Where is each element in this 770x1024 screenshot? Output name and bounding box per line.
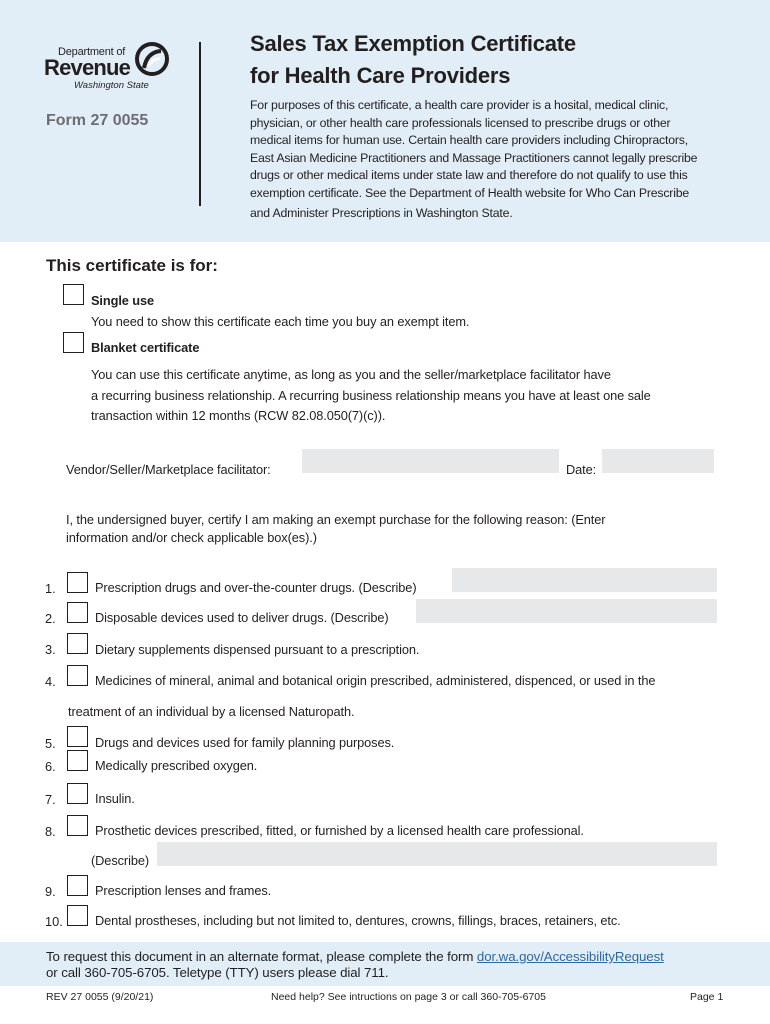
reason-number: 9. <box>45 884 56 899</box>
logo-state-text: Washington State <box>74 80 149 91</box>
reason-number: 8. <box>45 824 56 839</box>
blanket-description-line: transaction within 12 months (RCW 82.08.050(7)(c)). <box>91 408 386 423</box>
certificate-for-heading: This certificate is for: <box>46 256 218 275</box>
intro-line: exemption certificate. See the Department of Health website for Who Can Prescribe <box>250 185 690 200</box>
accessibility-request-link[interactable]: dor.wa.gov/AccessibilityRequest <box>476 949 664 964</box>
reason-number: 1. <box>45 581 56 596</box>
reason-4-text-cont: treatment of an individual by a licensed Naturopath. <box>68 704 355 719</box>
reason-number: 5. <box>45 736 56 751</box>
intro-line: drugs or other medical items under state law and therefore do not qualify to use this <box>250 168 688 182</box>
reason-2-checkbox[interactable] <box>67 602 88 623</box>
alternate-format-text: To request this document in an alternate format, please complete the form <box>46 949 477 964</box>
vendor-label: Vendor/Seller/Marketplace facilitator: <box>66 462 271 477</box>
logo-swirl-icon <box>135 42 169 76</box>
dor-logo <box>44 40 174 94</box>
blanket-description-line: You can use this certificate anytime, as long as you and the seller/marketplace facilitator have <box>91 367 611 382</box>
title-line-1: Sales Tax Exemption Certificate <box>250 31 576 56</box>
reason-number: 4. <box>45 674 56 689</box>
reason-8-describe-input[interactable] <box>157 842 717 866</box>
blanket-description-line: a recurring business relationship. A recurring business relationship means you have at least one sale <box>91 388 651 403</box>
reason-4-checkbox[interactable] <box>67 665 88 686</box>
reason-8-describe-label: (Describe) <box>91 853 150 868</box>
logo-dept-text: Department of <box>58 46 126 58</box>
reason-3-checkbox[interactable] <box>67 633 88 654</box>
revision-code: REV 27 0055 (9/20/21) <box>46 991 154 1003</box>
single-use-description: You need to show this certificate each time you buy an exempt item. <box>91 314 470 329</box>
blanket-certificate-checkbox[interactable] <box>63 332 84 353</box>
reason-1-text: Prescription drugs and over-the-counter drugs. (Describe) <box>95 580 417 595</box>
reason-9-checkbox[interactable] <box>67 875 88 896</box>
date-label: Date: <box>566 462 597 477</box>
reason-6-text: Medically prescribed oxygen. <box>95 758 258 773</box>
reason-2-text: Disposable devices used to deliver drugs. (Describe) <box>95 610 389 625</box>
reason-number: 10. <box>45 914 63 929</box>
intro-line: For purposes of this certificate, a health care provider is a hosital, medical clinic, <box>250 98 669 112</box>
certify-line: I, the undersigned buyer, certify I am making an exempt purchase for the following reason: (Enter <box>66 512 606 527</box>
alternate-format-note <box>46 949 664 981</box>
intro-line: medical items for human use. Certain health care providers including Chiropractors, <box>250 133 688 147</box>
page-title <box>250 28 576 92</box>
vendor-input[interactable] <box>302 449 559 473</box>
alternate-format-phone: or call 360-705-6705. Teletype (TTY) users please dial 711. <box>46 965 389 980</box>
help-text: Need help? See intructions on page 3 or call 360-705-6705 <box>271 991 546 1003</box>
header-divider <box>199 42 201 206</box>
title-line-2: for Health Care Providers <box>250 63 511 88</box>
reason-2-describe-input[interactable] <box>416 599 717 623</box>
reason-7-checkbox[interactable] <box>67 783 88 804</box>
reason-10-checkbox[interactable] <box>67 905 88 926</box>
intro-line: physician, or other health care professionals licensed to prescribe drugs or other <box>250 115 671 130</box>
reason-number: 6. <box>45 759 56 774</box>
reason-number: 2. <box>45 611 56 626</box>
reason-9-text: Prescription lenses and frames. <box>95 883 272 898</box>
reason-number: 3. <box>45 642 56 657</box>
page-number: Page 1 <box>690 991 724 1003</box>
intro-line: and Administer Prescriptions in Washington State. <box>250 206 513 220</box>
reason-5-checkbox[interactable] <box>67 726 88 747</box>
reason-1-describe-input[interactable] <box>452 568 717 592</box>
blanket-certificate-label: Blanket certificate <box>91 340 200 355</box>
certify-line: information and/or check applicable box(es).) <box>66 530 317 545</box>
reason-4-text: Medicines of mineral, animal and botanical origin prescribed, administered, dispenced, or used in the <box>95 673 656 688</box>
reason-5-text: Drugs and devices used for family planning purposes. <box>95 735 395 750</box>
reason-7-text: Insulin. <box>95 791 135 806</box>
form-number: Form 27 0055 <box>46 112 149 129</box>
reason-number: 7. <box>45 792 56 807</box>
logo-revenue-text: Revenue <box>44 55 131 80</box>
reason-1-checkbox[interactable] <box>67 572 88 593</box>
intro-line: East Asian Medicine Practitioners and Massage Practitioners cannot legally prescribe <box>250 150 698 165</box>
intro-paragraph <box>250 97 730 223</box>
reason-3-text: Dietary supplements dispensed pursuant to a prescription. <box>95 642 420 657</box>
reason-8-text: Prosthetic devices prescribed, fitted, or furnished by a licensed health care professional. <box>95 823 584 838</box>
reason-6-checkbox[interactable] <box>67 750 88 771</box>
date-input[interactable] <box>602 449 714 473</box>
single-use-checkbox[interactable] <box>63 284 84 305</box>
reason-8-checkbox[interactable] <box>67 815 88 836</box>
single-use-label: Single use <box>91 293 155 308</box>
reason-10-text: Dental prostheses, including but not limited to, dentures, crowns, fillings, braces, retainers, etc. <box>95 913 621 928</box>
